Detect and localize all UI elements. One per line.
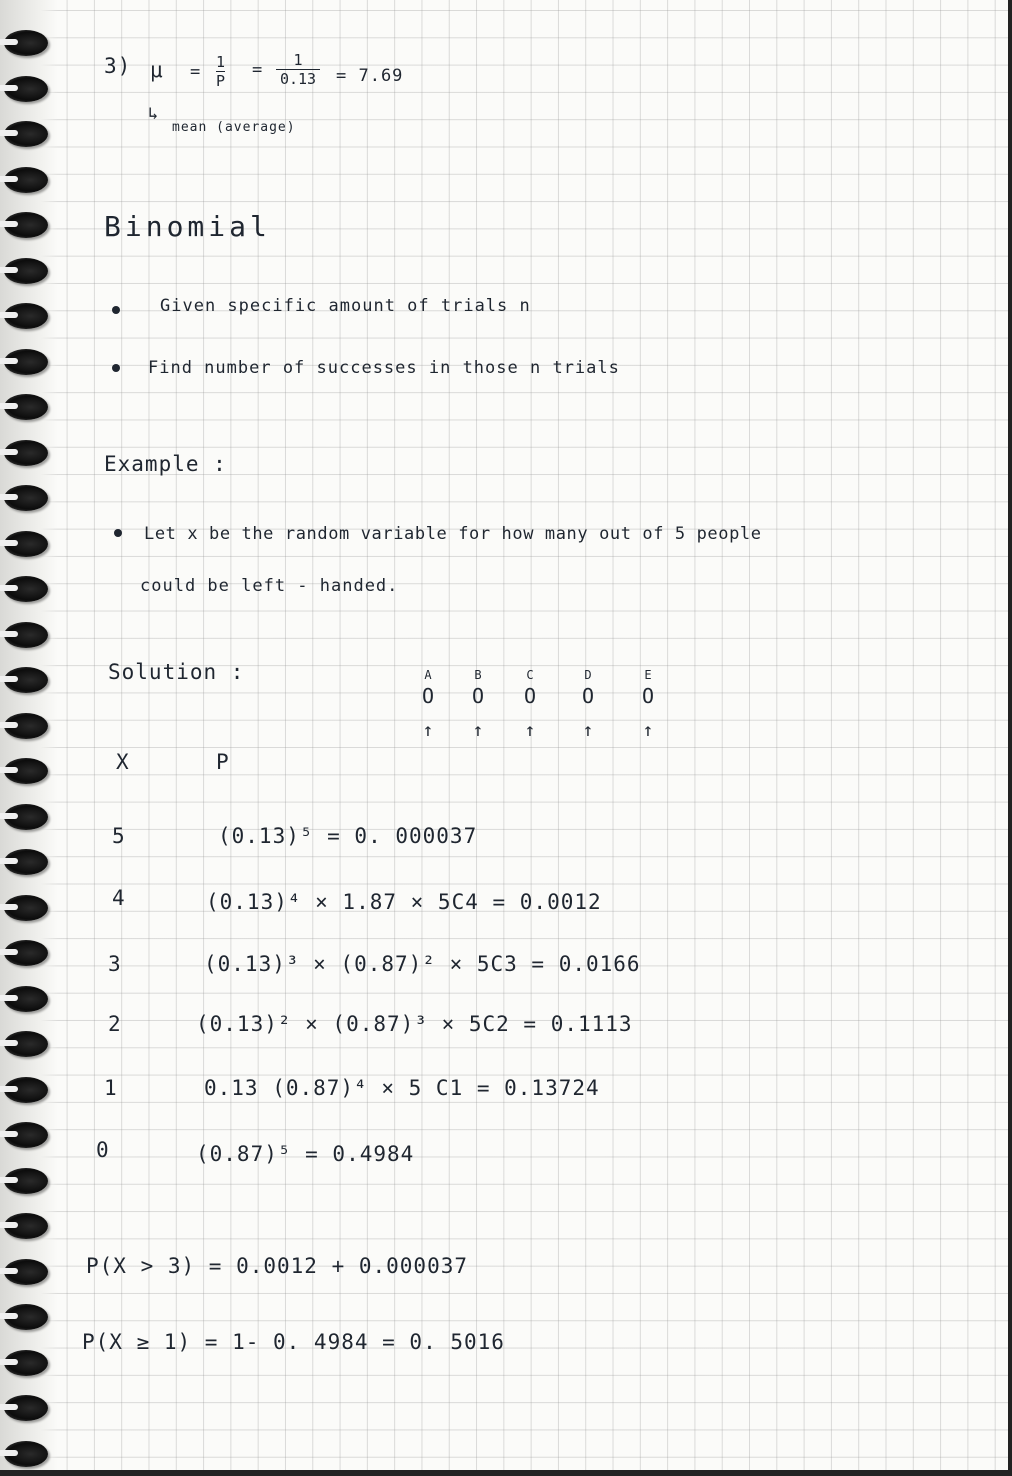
spiral-ring bbox=[4, 1259, 48, 1285]
problem-number: 3) bbox=[104, 54, 132, 78]
spiral-ring bbox=[4, 1077, 48, 1103]
spiral-ring bbox=[4, 485, 48, 511]
row-p-value: (0.13)⁴ × 1.87 × 5C4 = 0.0012 bbox=[206, 890, 602, 914]
person-symbol: O bbox=[582, 684, 595, 708]
up-arrow-icon: ↑ bbox=[582, 720, 594, 741]
spiral-ring bbox=[4, 1395, 48, 1421]
spiral-ring bbox=[4, 667, 48, 693]
spiral-ring bbox=[4, 895, 48, 921]
row-x-value: 1 bbox=[104, 1076, 118, 1100]
person-b bbox=[472, 668, 484, 741]
row-p-value: 0.13 (0.87)⁴ × 5 C1 = 0.13724 bbox=[204, 1076, 600, 1100]
spiral-ring bbox=[4, 622, 48, 648]
fraction-numerator: 1 bbox=[293, 51, 303, 69]
note-arrow: ↳ bbox=[148, 104, 160, 124]
spiral-ring bbox=[4, 576, 48, 602]
example-label: Example : bbox=[104, 452, 227, 476]
person-label: A bbox=[424, 668, 432, 682]
column-header-x: X bbox=[116, 750, 130, 774]
row-x-value: 3 bbox=[108, 952, 122, 976]
fraction-denominator: P bbox=[216, 72, 226, 90]
bullet-dot bbox=[112, 306, 120, 314]
probability-greater-than-3: P(X > 3) = 0.0012 + 0.000037 bbox=[86, 1254, 469, 1278]
row-p-value: (0.13)² × (0.87)³ × 5C2 = 0.1113 bbox=[196, 1012, 633, 1036]
spiral-ring bbox=[4, 940, 48, 966]
equals-sign-2: = bbox=[252, 60, 264, 80]
spiral-ring bbox=[4, 212, 48, 238]
equals-sign: = bbox=[190, 62, 202, 82]
row-p-value: (0.13)³ × (0.87)² × 5C3 = 0.0166 bbox=[204, 952, 641, 976]
bullet-dot bbox=[114, 529, 122, 537]
spiral-ring bbox=[4, 121, 48, 147]
mean-result: = 7.69 bbox=[336, 66, 404, 86]
spiral-ring bbox=[4, 1031, 48, 1057]
fraction-denominator: 0.13 bbox=[279, 70, 317, 88]
person-label: E bbox=[644, 668, 652, 682]
page-edge bbox=[1008, 0, 1012, 1476]
spiral-ring bbox=[4, 531, 48, 557]
bullet-text-2: Find number of successes in those n trials bbox=[148, 358, 620, 378]
spiral-ring bbox=[4, 167, 48, 193]
page-bottom-edge bbox=[0, 1470, 1012, 1476]
row-x-value: 5 bbox=[112, 824, 126, 848]
spiral-ring bbox=[4, 303, 48, 329]
spiral-ring bbox=[4, 1168, 48, 1194]
heading-binomial: Binomial bbox=[104, 210, 271, 243]
spiral-ring bbox=[4, 758, 48, 784]
person-label: C bbox=[526, 668, 534, 682]
up-arrow-icon: ↑ bbox=[524, 720, 536, 741]
person-symbol: O bbox=[472, 684, 485, 708]
fraction-one-over-013 bbox=[276, 52, 320, 87]
fraction-one-over-p bbox=[216, 54, 225, 89]
bullet-text-1: Given specific amount of trials n bbox=[160, 296, 531, 316]
spiral-ring bbox=[4, 713, 48, 739]
spiral-ring bbox=[4, 1122, 48, 1148]
spiral-ring bbox=[4, 1213, 48, 1239]
mean-note: mean (average) bbox=[172, 120, 296, 135]
person-symbol: O bbox=[524, 684, 537, 708]
spiral-ring bbox=[4, 394, 48, 420]
example-line-2: could be left - handed. bbox=[140, 576, 399, 596]
person-e bbox=[642, 668, 654, 741]
person-label: B bbox=[474, 668, 482, 682]
spiral-ring bbox=[4, 1304, 48, 1330]
mu-symbol: μ bbox=[150, 58, 164, 82]
spiral-ring bbox=[4, 1441, 48, 1467]
person-d bbox=[582, 668, 594, 741]
spiral-ring bbox=[4, 76, 48, 102]
up-arrow-icon: ↑ bbox=[422, 720, 434, 741]
spiral-ring bbox=[4, 849, 48, 875]
up-arrow-icon: ↑ bbox=[472, 720, 484, 741]
person-a bbox=[422, 668, 434, 741]
probability-at-least-1: P(X ≥ 1) = 1- 0. 4984 = 0. 5016 bbox=[82, 1330, 505, 1354]
row-p-value: (0.13)⁵ = 0. 000037 bbox=[218, 824, 478, 848]
example-line-1: Let x be the random variable for how many out of 5 people bbox=[144, 524, 762, 544]
row-p-value: (0.87)⁵ = 0.4984 bbox=[196, 1142, 415, 1166]
person-symbol: O bbox=[642, 684, 655, 708]
row-x-value: 2 bbox=[108, 1012, 122, 1036]
up-arrow-icon: ↑ bbox=[642, 720, 654, 741]
spiral-ring bbox=[4, 30, 48, 56]
row-x-value: 0 bbox=[96, 1138, 110, 1162]
person-symbol: O bbox=[422, 684, 435, 708]
person-c bbox=[524, 668, 536, 741]
spiral-ring bbox=[4, 349, 48, 375]
person-label: D bbox=[584, 668, 592, 682]
spiral-ring bbox=[4, 986, 48, 1012]
solution-label: Solution : bbox=[108, 660, 245, 684]
fraction-numerator: 1 bbox=[216, 53, 226, 71]
spiral-ring bbox=[4, 440, 48, 466]
column-header-p: P bbox=[216, 750, 230, 774]
row-x-value: 4 bbox=[112, 886, 126, 910]
bullet-dot bbox=[112, 364, 120, 372]
spiral-ring bbox=[4, 804, 48, 830]
spiral-ring bbox=[4, 258, 48, 284]
spiral-ring bbox=[4, 1350, 48, 1376]
